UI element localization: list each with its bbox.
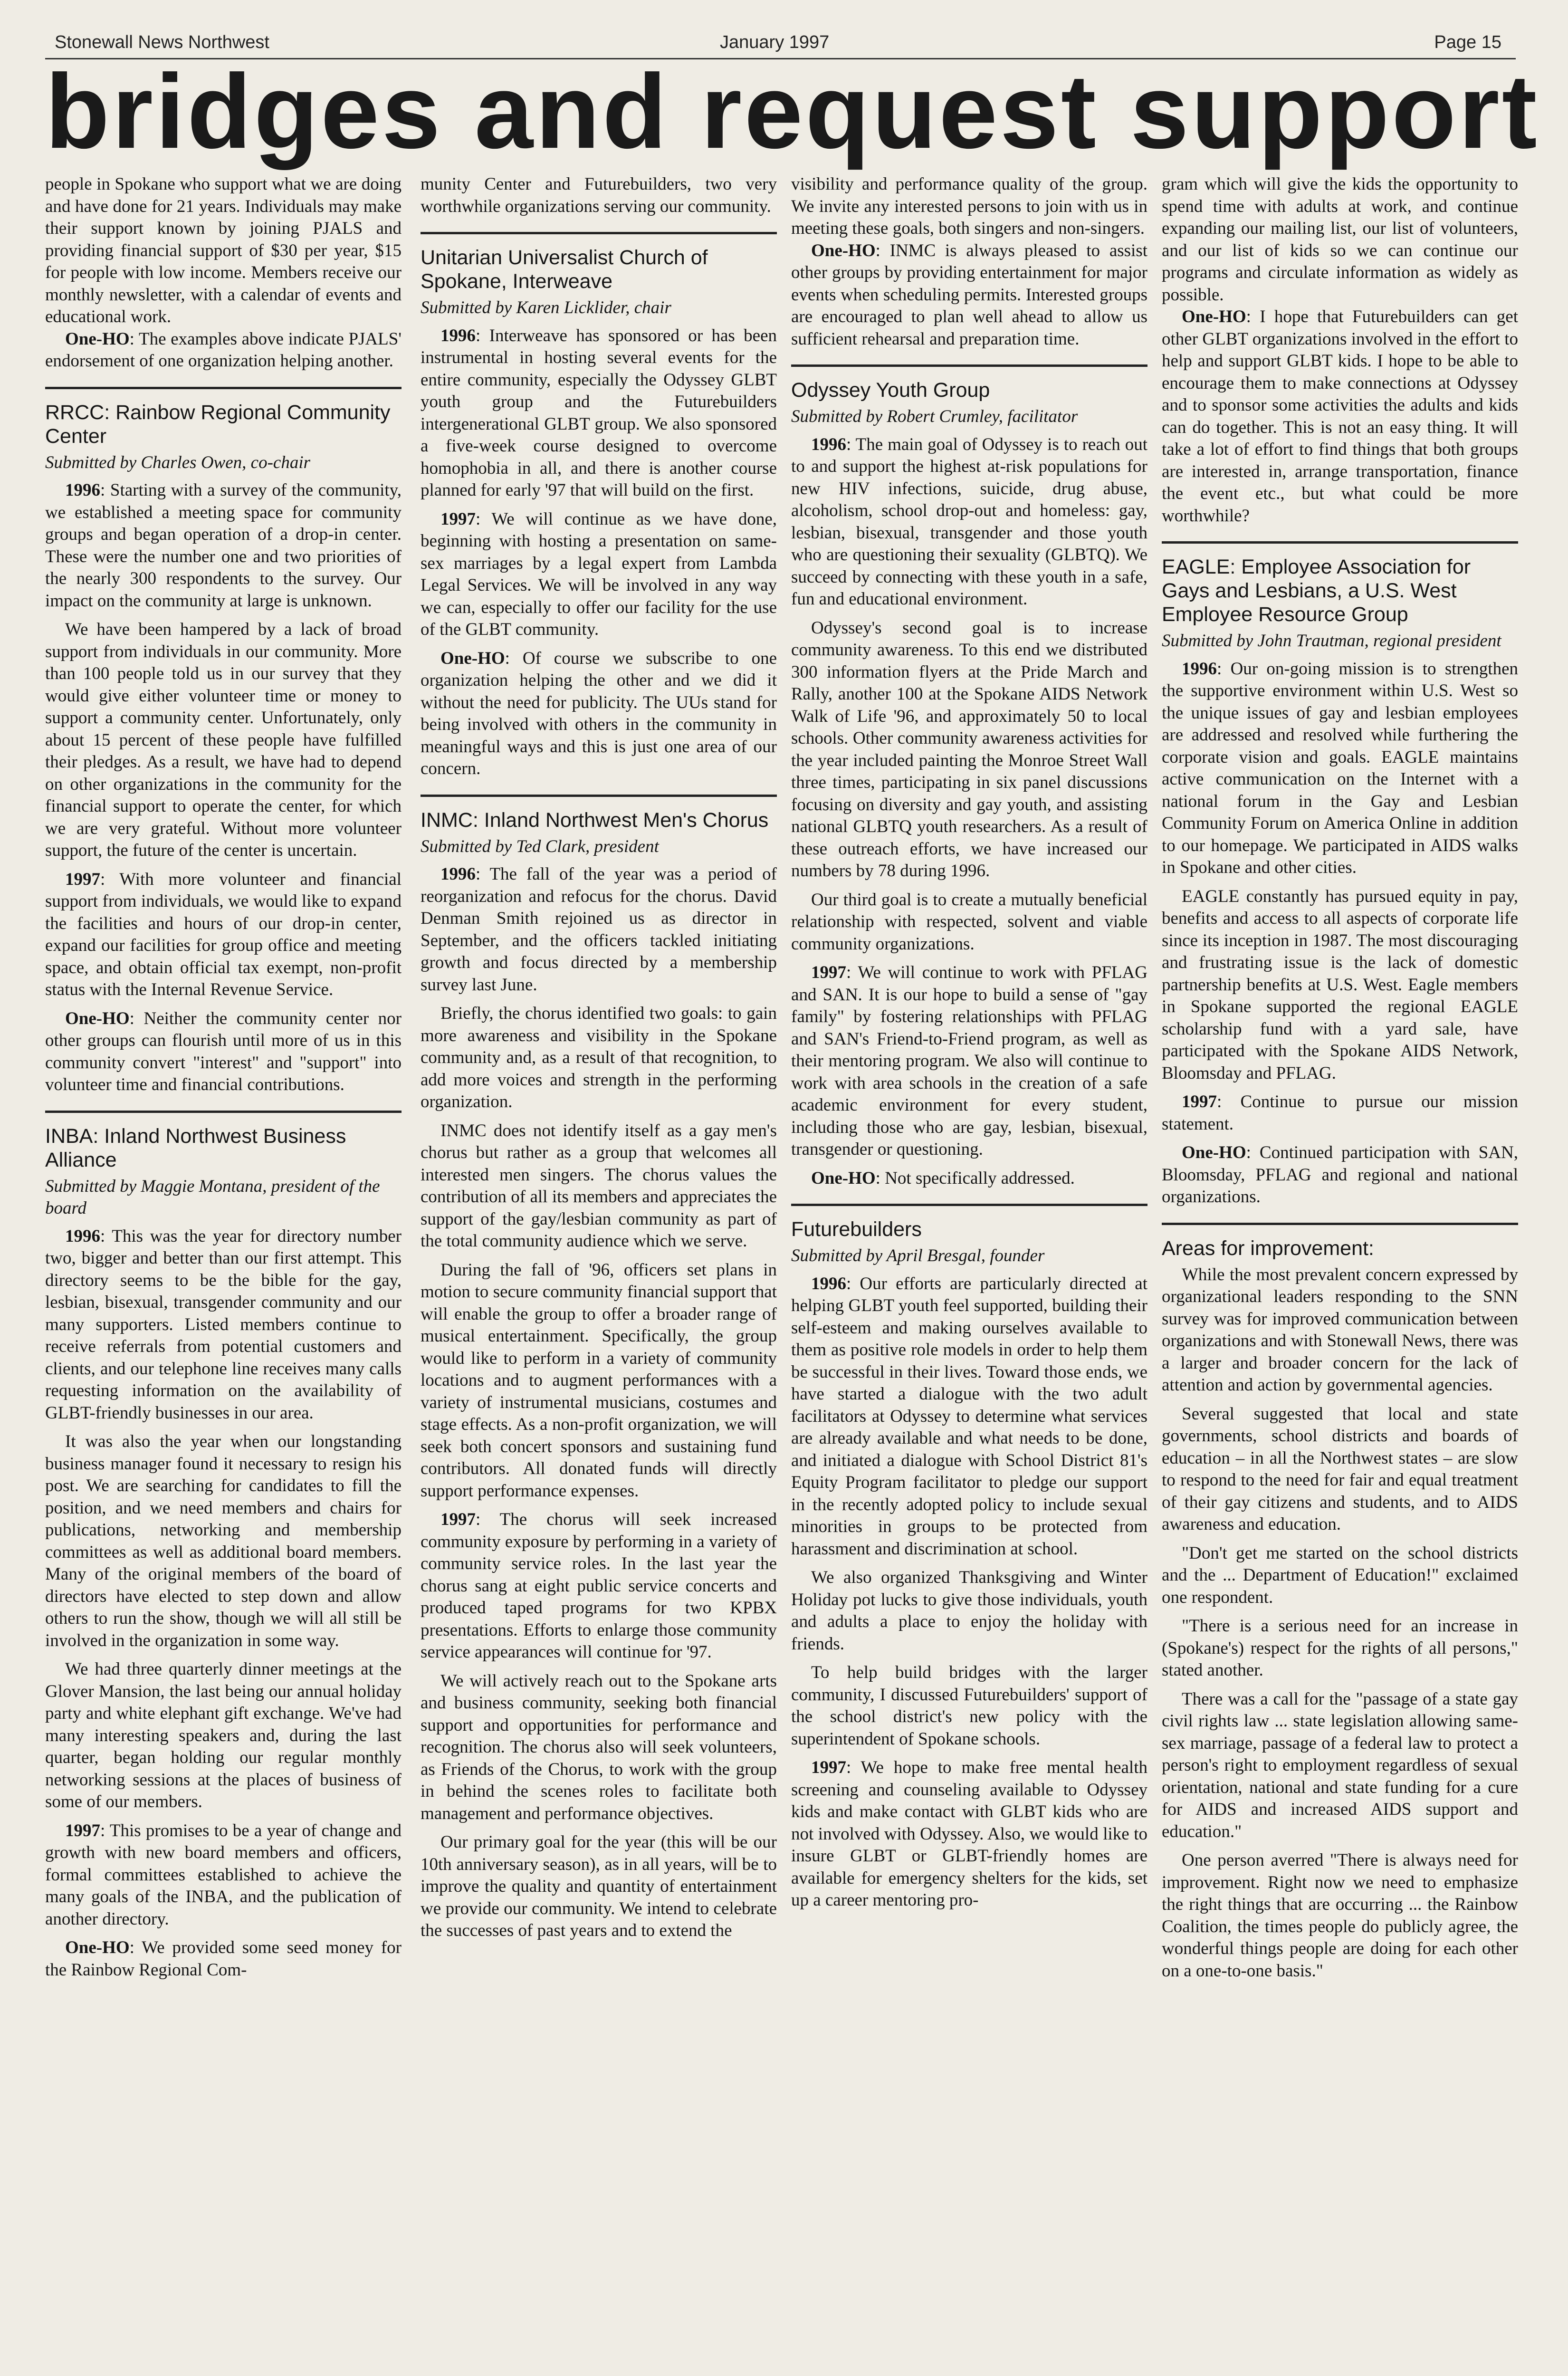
paragraph: Briefly, the chorus identified two goals: to gain more awareness and visibility in the Spokane community and, as a result of that recognition, to add more voices and strength in the performing organization.	[421, 1004, 777, 1111]
byline: Submitted by Robert Crumley, facilitator	[791, 407, 1078, 426]
paragraph: To help build bridges with the larger community, I discussed Futurebuilders' support of the school district's new policy with the superintendent of Spokane schools.	[791, 1663, 1147, 1749]
paragraph-text: : I hope that Futurebuilders can get other GLBT organizations involved in the effort to help and support GLBT kids. I hope to be able to encourage them to make connections at Odyssey and to sponsor some activities the adults and kids can do together. This is not an easy thing. It will take a lot of effort to find things that both groups are interested in, arrange transportation, finance the event etc., but what could be more worthwhile?	[1162, 307, 1518, 526]
paragraph-text: : Continue to pursue our mission statement.	[1162, 1092, 1518, 1134]
paragraph	[1162, 658, 1518, 879]
year-label: 1996	[65, 1226, 100, 1246]
year-label: 1996	[811, 1274, 846, 1293]
oneho-paragraph	[1162, 306, 1518, 527]
paragraph-text: : We will continue as we have done, beginning with hosting a presentation on same-sex marriages by a legal expert from Lambda Legal Services. We will be involved in any way we can, especially to offer our facility for the use of the GLBT community.	[421, 509, 777, 639]
paragraph-text: : Our efforts are particularly directed at helping GLBT youth feel supported, building their self-esteem and making ourselves available to them as positive role models in order to help them be successful in their lives. Toward those ends, we have started a dialogue with the two adult facilitators at Odyssey to determine what services are already available and what needs to be done, and initiated a dialogue with School District 81's Equity Program facilitator to pledge our support in the recently adopted policy to include sexual minorities in groups to be protected from harassment and discrimination at school.	[791, 1274, 1147, 1559]
oneho-label: One-HO	[65, 1008, 130, 1028]
paragraph	[791, 1273, 1147, 1561]
section-heading-eagle: EAGLE: Employee Association for Gays and Lesbians, a U.S. West Employee Resource Group	[1162, 556, 1471, 626]
continued-text: people in Spokane who support what we are doing and have done for 21 years. Individuals may make their support known by joining PJALS and providing financial support of $30 per year, $15 for people with low income. Members receive our monthly newsletter, with a calendar of events and educational work.	[45, 174, 402, 326]
paragraph: "Don't get me started on the school districts and the ... Department of Education!" exclaimed one respondent.	[1162, 1543, 1518, 1607]
issue-date: January 1997	[720, 32, 830, 52]
byline: Submitted by April Bresgal, founder	[791, 1246, 1045, 1265]
year-label: 1997	[440, 509, 476, 529]
year-label: 1996	[440, 864, 476, 884]
paragraph-text: : Not specifically addressed.	[875, 1168, 1075, 1188]
year-label: 1997	[811, 1758, 846, 1777]
paragraph-text: : We hope to make free mental health screening and counseling available to Odyssey kids and make contact with GLBT kids who are not involved with Odyssey. Also, we would like to insure GLBT or GLBT-friendly homes are available for emergency shelters for the kids, set up a career mentoring pro-	[791, 1758, 1147, 1910]
oneho-paragraph	[45, 1937, 402, 1981]
year-label: 1997	[65, 1820, 100, 1840]
oneho-label: One-HO	[65, 329, 130, 349]
paragraph: It was also the year when our longstanding business manager found it necessary to resign his post. We are searching for candidates to fill the position, and we need members and chairs for publications, networking and membership committees as well as additional board members. Many of the original members of the board of directors have elected to step down and allow others to run the show, though we will all still be involved in the organization in some way.	[45, 1432, 402, 1650]
section-divider	[45, 1111, 402, 1113]
oneho-paragraph	[421, 648, 777, 780]
oneho-label: One-HO	[65, 1938, 130, 1957]
paragraph	[421, 863, 777, 996]
section-divider	[1162, 1223, 1518, 1225]
paragraph-text: : Interweave has sponsored or has been instrumental in hosting several events for the entire community, especially the Odyssey GLBT youth group and the Futurebuilders intergenerational GLBT group. We also sponsored a five-week course designed to overcome homophobia in all, and there is another course planned for early '97 that will build on the first.	[421, 326, 777, 500]
year-label: 1996	[811, 434, 846, 454]
oneho-paragraph	[791, 1168, 1147, 1190]
paragraph	[45, 1226, 402, 1425]
paragraph-text: : Starting with a survey of the community, we established a meeting space for community groups and began operation of a drop-in center. These were the number one and two priorities of the nearly 300 respondents to the survey. Our impact on the community at large is unknown.	[45, 480, 402, 611]
year-label: 1996	[440, 326, 476, 345]
paragraph-text: : With more volunteer and financial support from individuals, we would like to expand the facilities and hours of our drop-in center, expand our facilities for group office and meeting space, and obtain official tax exempt, non-profit status with the Internal Revenue Service.	[45, 869, 402, 999]
paragraph: EAGLE constantly has pursued equity in pay, benefits and access to all aspects of corporate life since its inception in 1987. The most discouraging and frustrating issue is the lack of domestic partnership benefits at U.S. West. Eagle members in Spokane supported the regional EAGLE scholarship fund with a yard sale, have participated with the Spokane AIDS Network, Bloomsday and PFLAG.	[1162, 886, 1518, 1083]
paragraph-text: : Our on-going mission is to strengthen the supportive environment within U.S. West so the unique issues of gay and lesbian employees are addressed and resolved while furthering the corporate vision and goals. EAGLE maintains active communication on the Internet with a national forum in the Gay and Lesbian Community Forum on America Online in addition to our homepage. We participated in AIDS walks in Spokane and other cities.	[1162, 659, 1518, 877]
byline: Submitted by Charles Owen, co-chair	[45, 452, 310, 472]
paragraph-text: : Neither the community center nor other groups can flourish until more of us in this community convert "interest" and "support" into volunteer time and financial contributions.	[45, 1008, 402, 1094]
publication-name: Stonewall News Northwest	[55, 32, 269, 52]
column-1	[45, 173, 402, 2376]
paragraph-text: : The main goal of Odyssey is to reach out to and support the highest at-risk populations for new HIV infections, suicide, drug abuse, alcoholism, school drop-out and homeless: gay, lesbian, bisexual, transgender and those youth who are questioning their sexuality (GLBTQ). We succeed by connecting with these youth in a safe, fun and educational environment.	[791, 434, 1147, 609]
year-label: 1996	[1182, 659, 1217, 679]
section-heading-rrcc: RRCC: Rainbow Regional Community Center	[45, 401, 391, 448]
paragraph	[421, 1509, 777, 1664]
paragraph: We had three quarterly dinner meetings at the Glover Mansion, the last being our annual holiday party and white elephant gift exchange. We've had many interesting speakers and, during the last quarter, began holding our regular monthly networking sessions at the places of business of some of our members.	[45, 1659, 402, 1811]
paragraph: While the most prevalent concern expressed by organizational leaders responding to the SNN survey was for improved communication between organizations and with Stonewall News, there was a larger and broader concern for the lack of attention and action by governmental agencies.	[1162, 1265, 1518, 1395]
byline: Submitted by Karen Licklider, chair	[421, 298, 671, 317]
oneho-paragraph	[1162, 1142, 1518, 1208]
paragraph: INMC does not identify itself as a gay men's chorus but rather as a group that welcomes all interested men singers. The chorus values the contribution of all its members and appreciates the support of the gay/lesbian community as part of the total community audience which we serve.	[421, 1121, 777, 1251]
byline: Submitted by Ted Clark, president	[421, 836, 659, 856]
section-heading-odyssey: Odyssey Youth Group	[791, 379, 990, 402]
continued-text: munity Center and Futurebuilders, two very worthwhile organizations serving our community.	[421, 174, 777, 216]
oneho-label: One-HO	[811, 1168, 876, 1188]
paragraph-text: : INMC is always pleased to assist other groups by providing entertainment for major events when scheduling permits. Interested groups are encouraged to plan well ahead to allow us sufficient rehearsal and preparation time.	[791, 240, 1147, 349]
paragraph-text: : The fall of the year was a period of reorganization and refocus for the chorus. David Denman Smith rejoined us as director in September, and the officers tackled initiating growth and focus directed by a membership survey last June.	[421, 864, 777, 995]
section-heading-areas: Areas for improvement:	[1162, 1236, 1374, 1260]
oneho-paragraph	[791, 240, 1147, 351]
section-heading-uu: Unitarian Universalist Church of Spokane, Interweave	[421, 246, 708, 293]
paragraph: During the fall of '96, officers set plans in motion to secure community financial support that will enable the group to offer a broader range of musical entertainment. Specifically, the group would like to perform in a variety of community locations and to augment performances with a variety of instrumental musicians, costumes and stage effects. As a non-profit organization, we will seek both concert sponsors and sustaining fund contributors. All donated funds will directly support performance expenses.	[421, 1260, 777, 1501]
continued-text: visibility and performance quality of the group. We invite any interested persons to join with us in meeting these goals, both singers and non-singers.	[791, 174, 1147, 238]
year-label: 1997	[440, 1510, 476, 1529]
section-divider	[421, 232, 777, 234]
paragraph: One person averred "There is always need for improvement. Right now we need to emphasize the right things that are occurring ... the Rainbow Coalition, the times people do publicly agree, the wonderful things people are doing for each other on a one-to-one basis."	[1162, 1850, 1518, 1981]
byline: Submitted by Maggie Montana, president of the board	[45, 1176, 380, 1218]
paragraph	[791, 1757, 1147, 1912]
section-divider	[45, 387, 402, 389]
oneho-label: One-HO	[440, 648, 505, 668]
paragraph-text: : This was the year for directory number two, bigger and better than our first attempt. This directory seems to be the bible for the gay, lesbian, bisexual, transgender community and our many supporters. Listed members continue to receive referrals from potential customers and clients, and our telephone line receives many calls requesting information on the availability of GLBT-friendly businesses in our area.	[45, 1226, 402, 1423]
year-label: 1996	[65, 480, 100, 500]
column-3	[791, 173, 1147, 2376]
paragraph: Our third goal is to create a mutually beneficial relationship with respected, solvent and viable community organizations.	[791, 890, 1147, 954]
page-headline: bridges and request support	[45, 53, 1539, 171]
section-heading-inba: INBA: Inland Northwest Business Alliance	[45, 1124, 346, 1171]
paragraph	[1162, 1091, 1518, 1135]
paragraph-text: : Continued participation with SAN, Bloomsday, PFLAG and regional and national organizations.	[1162, 1143, 1518, 1207]
section-heading-futurebuilders: Futurebuilders	[791, 1218, 922, 1241]
oneho-label: One-HO	[1182, 307, 1246, 326]
paragraph-text: : We provided some seed money for the Rainbow Regional Com-	[45, 1938, 402, 1980]
paragraph: Our primary goal for the year (this will be our 10th anniversary season), as in all years, will be to improve the quality and quantity of entertainment we provide our community. We intend to celebrate the successes of past years and to extend the	[421, 1832, 777, 1940]
paragraph	[421, 325, 777, 502]
byline: Submitted by John Trautman, regional president	[1162, 631, 1501, 651]
paragraph: We will actively reach out to the Spokane arts and business community, seeking both financial support and opportunities for performance and recognition. The chorus also will seek volunteers, as Friends of the Chorus, to work with the group in behind the scenes roles to facilitate both management and performance objectives.	[421, 1671, 777, 1823]
year-label: 1997	[65, 869, 100, 889]
year-label: 1997	[1182, 1092, 1217, 1111]
paragraph: There was a call for the "passage of a state gay civil rights law ... state legislation allowing same-sex marriage, passage of a federal law to protect a person's right to employment regardless of sexual orientation, national and state funding for a cure for AIDS and increased AIDS support and education."	[1162, 1689, 1518, 1841]
section-divider	[791, 364, 1147, 367]
paragraph-text: : We will continue to work with PFLAG and SAN. It is our hope to build a sense of "gay family" by fostering relationships with PFLAG and SAN's Friend-to-Friend program, as well as their mentoring program. We also will continue to work with area schools in the creation of a safe academic environment for every student, including those who are gay, lesbian, bisexual, transgender or questioning.	[791, 963, 1147, 1159]
paragraph: Odyssey's second goal is to increase community awareness. To this end we distributed 300 information flyers at the Pride March and Rally, another 100 at the Spokane AIDS Network Walk of Life '96, and approximately 50 to local schools. Other community awareness activities for the year included painting the Monroe Street Wall three times, participating in six panel discussions focusing on diversity and gay youth, and assisting national GLBTQ youth researchers. As a result of these outreach efforts, we have increased our numbers by 78 during 1996.	[791, 618, 1147, 881]
paragraph: We also organized Thanksgiving and Winter Holiday pot lucks to give those individuals, youth and adults a place to enjoy the holiday with friends.	[791, 1568, 1147, 1654]
section-divider	[421, 795, 777, 797]
page-number: Page 15	[1434, 32, 1501, 52]
paragraph-text: : The examples above indicate PJALS' endorsement of one organization helping another.	[45, 329, 402, 371]
oneho-paragraph	[45, 1008, 402, 1096]
paragraph	[45, 1820, 402, 1931]
paragraph	[45, 869, 402, 1001]
section-divider	[791, 1204, 1147, 1206]
paragraph: Several suggested that local and state governments, school districts and boards of education – in all the Northwest states – are slow to respond to the need for fair and equal treatment of their gay citizens and students, and to AIDS awareness and education.	[1162, 1404, 1518, 1534]
column-2	[421, 173, 777, 2376]
paragraph: "There is a serious need for an increase in (Spokane's) respect for the rights of all persons," stated another.	[1162, 1616, 1518, 1680]
oneho-label: One-HO	[811, 240, 876, 260]
paragraph-text: : This promises to be a year of change and growth with new board members and officers, formal committees established to achieve the many goals of the INBA, and the publication of another directory.	[45, 1820, 402, 1929]
paragraph	[791, 962, 1147, 1161]
year-label: 1997	[811, 963, 846, 982]
section-heading-inmc: INMC: Inland Northwest Men's Chorus	[421, 808, 769, 832]
oneho-paragraph	[45, 328, 402, 373]
continued-text: gram which will give the kids the opportunity to spend time with adults at work, and continue expanding our mailing list, our list of volunteers, and our list of kids so we can continue our programs and circulate information as widely as possible.	[1162, 174, 1518, 305]
paragraph	[421, 508, 777, 641]
section-divider	[1162, 541, 1518, 544]
column-4	[1162, 173, 1518, 2376]
paragraph-text: : Of course we subscribe to one organization helping the other and we did it without the need for publicity. The UUs stand for being involved with others in the community in meaningful ways and this is just one area of our concern.	[421, 648, 777, 778]
paragraph	[791, 434, 1147, 611]
oneho-label: One-HO	[1182, 1143, 1246, 1162]
paragraph: We have been hampered by a lack of broad support from individuals in our community. More than 100 people told us in our survey that they would give either volunteer time or money to support a community center. Unfortunately, only about 15 percent of these people have fulfilled their pledges. As a result, we have had to depend on other organizations in the community for the financial support to operate the center, for which we are very grateful. Without more volunteer support, the future of the center is uncertain.	[45, 620, 402, 860]
paragraph-text: : The chorus will seek increased community exposure by performing in a variety of community service roles. In the last year the chorus sang at eight public service concerts and produced taped programs for two KPBX presentations. Efforts to enlarge those community service appearances will continue for '97.	[421, 1510, 777, 1662]
paragraph	[45, 479, 402, 612]
